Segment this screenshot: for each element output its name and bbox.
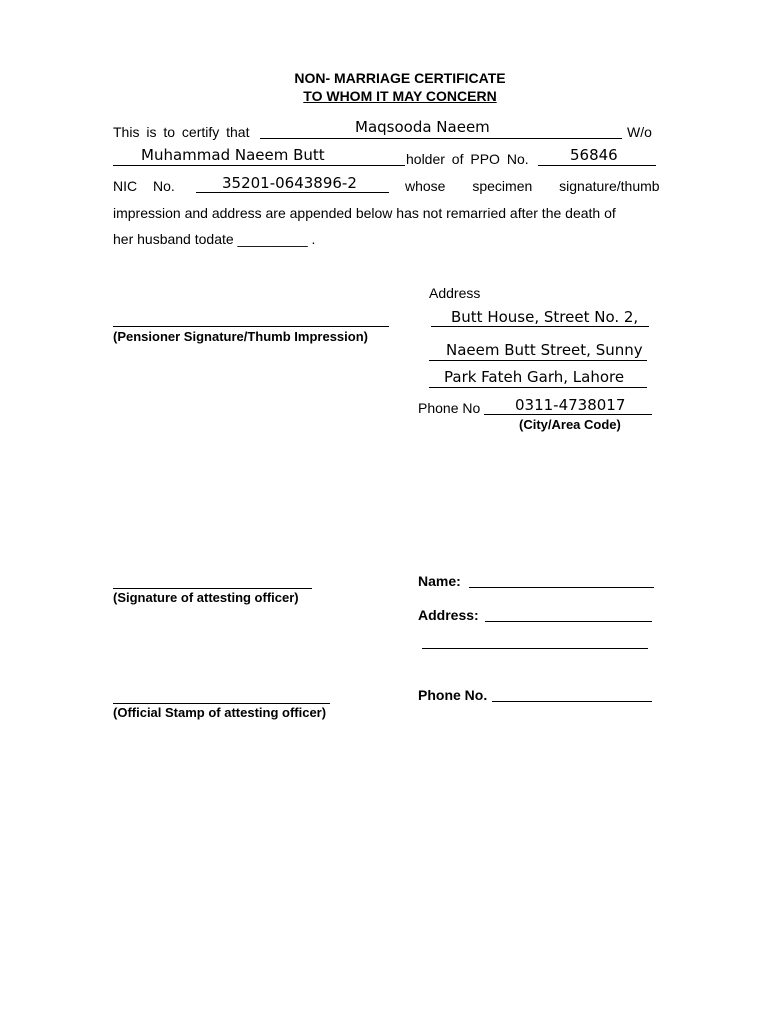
- certificate-title: NON- MARRIAGE CERTIFICATE: [294, 70, 506, 86]
- officer-address-line-1[interactable]: [485, 621, 652, 622]
- nic-line: [196, 192, 389, 193]
- officer-name-label: Name:: [418, 573, 461, 589]
- ppo-number-field[interactable]: 56846: [570, 146, 618, 164]
- address-line-2-field[interactable]: Naeem Butt Street, Sunny: [446, 341, 643, 359]
- phone-label: Phone No: [418, 400, 481, 416]
- address-line-1: [431, 326, 649, 327]
- nic-number-field[interactable]: 35201-0643896-2: [222, 174, 357, 192]
- phone-line: [484, 414, 652, 415]
- ppo-line: [538, 165, 656, 166]
- phone-area-caption: (City/Area Code): [519, 417, 621, 432]
- husband-name-field[interactable]: Muhammad Naeem Butt: [141, 146, 325, 164]
- wife-name-field[interactable]: Maqsooda Naeem: [355, 118, 490, 136]
- todate-text: her husband todate _________ .: [113, 231, 316, 247]
- officer-address-line-2[interactable]: [422, 648, 648, 649]
- certify-intro: This is to certify that: [113, 124, 250, 140]
- specimen-text: whose specimen signature/thumb: [405, 178, 660, 194]
- officer-signature-line: [113, 588, 312, 589]
- address-line-1-field[interactable]: Butt House, Street No. 2,: [451, 308, 639, 326]
- ppo-label: holder of PPO No.: [406, 151, 529, 167]
- husband-name-line: [113, 165, 405, 166]
- address-line-3-field[interactable]: Park Fateh Garh, Lahore: [444, 368, 625, 386]
- officer-stamp-caption: (Official Stamp of attesting officer): [113, 705, 327, 720]
- officer-name-line[interactable]: [469, 587, 654, 588]
- impression-text: impression and address are appended below has not remarried after the death of: [113, 205, 616, 221]
- wife-name-line: [260, 138, 622, 139]
- certificate-subtitle: TO WHOM IT MAY CONCERN: [303, 88, 497, 104]
- address-line-3: [429, 387, 647, 388]
- nic-label: NIC No.: [113, 178, 175, 194]
- officer-stamp-line: [113, 703, 330, 704]
- officer-address-label: Address:: [418, 607, 479, 623]
- pensioner-signature-line: [113, 326, 389, 327]
- officer-signature-caption: (Signature of attesting officer): [113, 590, 299, 605]
- pensioner-signature-caption: (Pensioner Signature/Thumb Impression): [113, 329, 368, 344]
- wife-of-label: W/o: [627, 124, 652, 140]
- address-line-2: [429, 360, 647, 361]
- phone-number-field[interactable]: 0311-4738017: [515, 396, 626, 414]
- officer-phone-line[interactable]: [492, 701, 652, 702]
- address-label: Address: [429, 285, 481, 301]
- officer-phone-label: Phone No.: [418, 687, 488, 703]
